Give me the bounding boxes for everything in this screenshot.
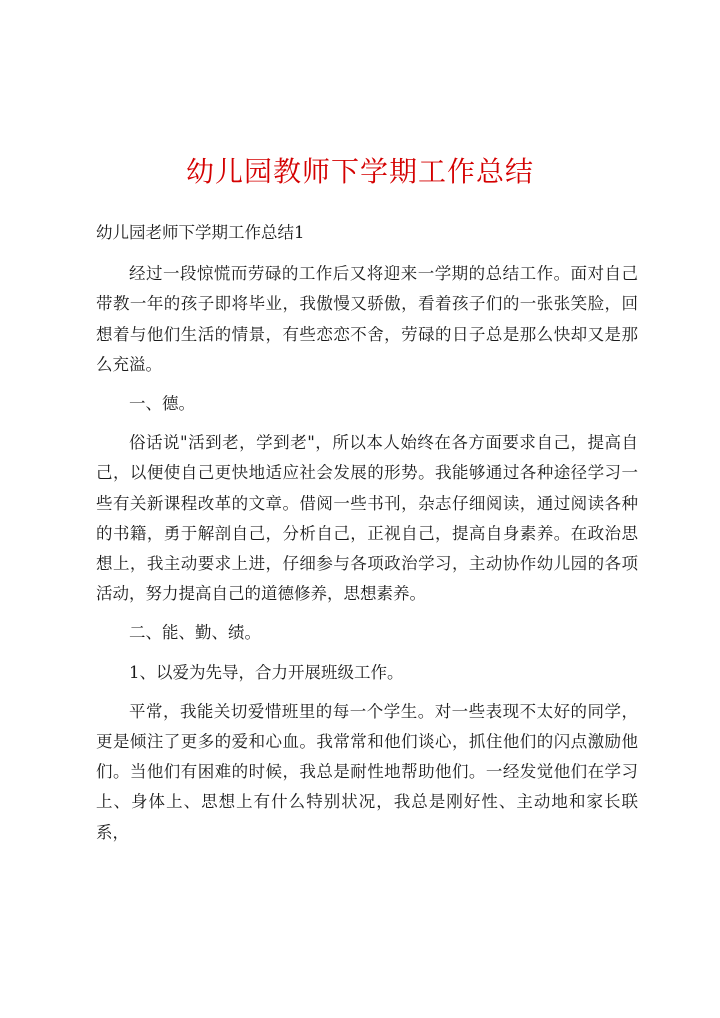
heading-virtue: 一、德。 — [129, 394, 195, 414]
heading-ability: 二、能、勤、绩。 — [129, 623, 261, 643]
paragraph-care: 平常，我能关切爱惜班里的每一个学生。对一些表现不太好的同学，更是倾注了更多的爱和心血。我常常和他们谈心，抓住他们的闪点激励他们。当他们有困难的时候，我总是耐性地帮助他们。一经发觉他们在学习上、身体上、思想上有什么特别状况，我总是刚好性、主动地和家长联系， — [96, 701, 638, 842]
section-heading: 幼儿园老师下学期工作总结1 — [96, 223, 305, 242]
heading-love-first: 1、以爱为先导，合力开展班级工作。 — [129, 662, 404, 682]
document-body — [96, 218, 638, 857]
paragraph-virtue: 俗话说"活到老，学到老"，所以本人始终在各方面要求自己，提高自己，以便使自己更快地适应社会发展的形势。我能够通过各种途径学习一些有关新课程改革的文章。借阅一些书刊，杂志仔细阅读，通过阅读各种的书籍，勇于解剖自己，分析自己，正视自己，提高自身素养。在政治思想上，我主动要求上进，仔细参与各项政治学习，主动协作幼儿园的各项活动，努力提高自己的道德修养，思想素养。 — [96, 433, 638, 604]
paragraph-intro: 经过一段惊慌而劳碌的工作后又将迎来一学期的总结工作。面对自己带教一年的孩子即将毕业，我傲慢又骄傲，看着孩子们的一张张笑脸，回想着与他们生活的情景，有些恋恋不舍，劳碌的日子总是那么快却又是那么充溢。 — [96, 264, 638, 374]
document-title: 幼儿园教师下学期工作总结 — [185, 155, 534, 188]
